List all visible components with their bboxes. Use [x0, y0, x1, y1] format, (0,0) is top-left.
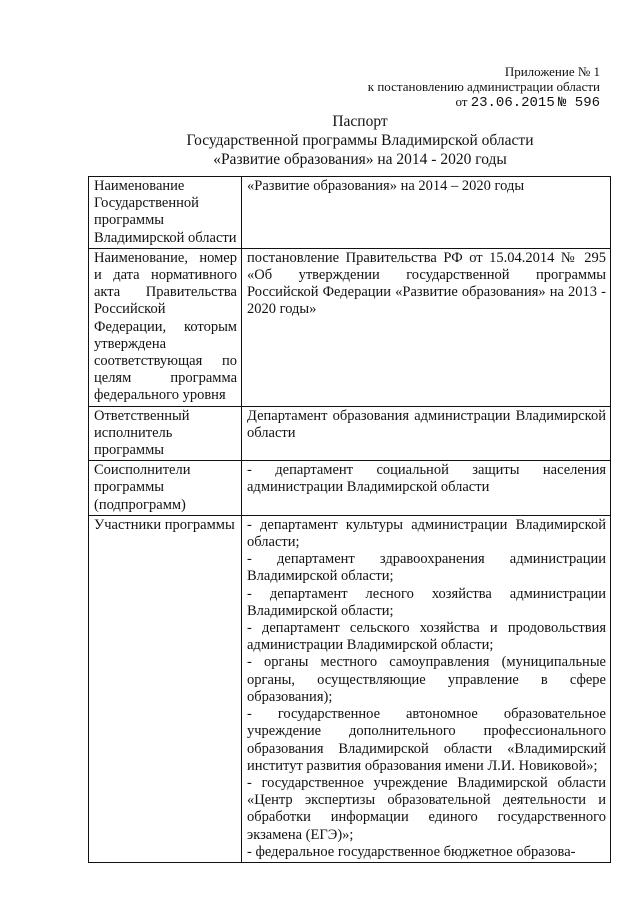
value-line: «Развитие образования» на 2014 – 2020 годы [247, 178, 525, 194]
value-line: - государственное учреждение Владимирской области «Центр экспертизы образовательной деятельности и обработки информации единого государственного экзамена (ЕГЭ)»; [247, 774, 606, 843]
title-program-name: «Развитие образования» на 2014 - 2020 годы [213, 151, 507, 168]
table-row [89, 406, 611, 461]
appendix-header [368, 64, 600, 111]
value-line: - государственное автономное образовательное учреждение дополнительного профессионального образования Владимирской области «Владимирский институт развития образования имени Л.И. Новиковой»; [247, 706, 606, 774]
appendix-date: 23.06.2015 [470, 95, 555, 111]
row-label: Наименование Государственной программы Владимирской области [89, 177, 242, 249]
table-row [89, 248, 611, 406]
row-value [242, 461, 611, 516]
value-line: - органы местного самоуправления (муниципальные органы, осуществляющие управление в сфере образования); [247, 654, 606, 705]
appendix-title: Приложение № 1 [504, 64, 600, 79]
document-title [90, 112, 630, 169]
passport-table [88, 176, 611, 863]
value-line: - департамент сельского хозяйства и продовольствия администрации Владимирской области; [247, 620, 606, 654]
value-line: - федеральное государственное бюджетное образова- [247, 843, 576, 860]
row-value [242, 248, 611, 406]
table-row [89, 461, 611, 516]
table-row [89, 515, 611, 862]
row-value [242, 406, 611, 461]
value-line: - департамент лесного хозяйства администрации Владимирской области; [247, 585, 606, 619]
row-label: Ответственный исполнитель программы [89, 406, 242, 461]
appendix-resolution: к постановлению администрации области [367, 79, 600, 94]
title-program: Государственной программы Владимирской области [186, 132, 534, 149]
row-value [242, 515, 611, 862]
row-label: Участники программы [89, 515, 242, 862]
value-line: - департамент здравоохранения администрации Владимирской области; [247, 551, 606, 585]
row-label: Наименование, номер и дата нормативного акта Правительства Российской Федерации, которым утверждена соответствующая по целям программа федерального уровня [89, 248, 242, 406]
value-line: постановление Правительства РФ от 15.04.2014 № 295 «Об утверждении государственной программы Российской Федерации «Развитие образования» на 2013 - 2020 годы» [247, 249, 606, 318]
value-line: Департамент образования администрации Владимирской области [247, 407, 606, 441]
title-passport: Паспорт [332, 113, 388, 130]
appendix-date-line [368, 94, 600, 111]
appendix-number: № 596 [557, 95, 600, 111]
value-line: - департамент социальной защиты населения администрации Владимирской области [247, 462, 606, 496]
row-value [242, 177, 611, 249]
value-line: - департамент культуры администрации Владимирской области; [247, 516, 606, 551]
row-label: Соисполнители программы (подпрограмм) [89, 461, 242, 516]
table-row [89, 177, 611, 249]
appendix-date-prefix: от [455, 94, 468, 109]
